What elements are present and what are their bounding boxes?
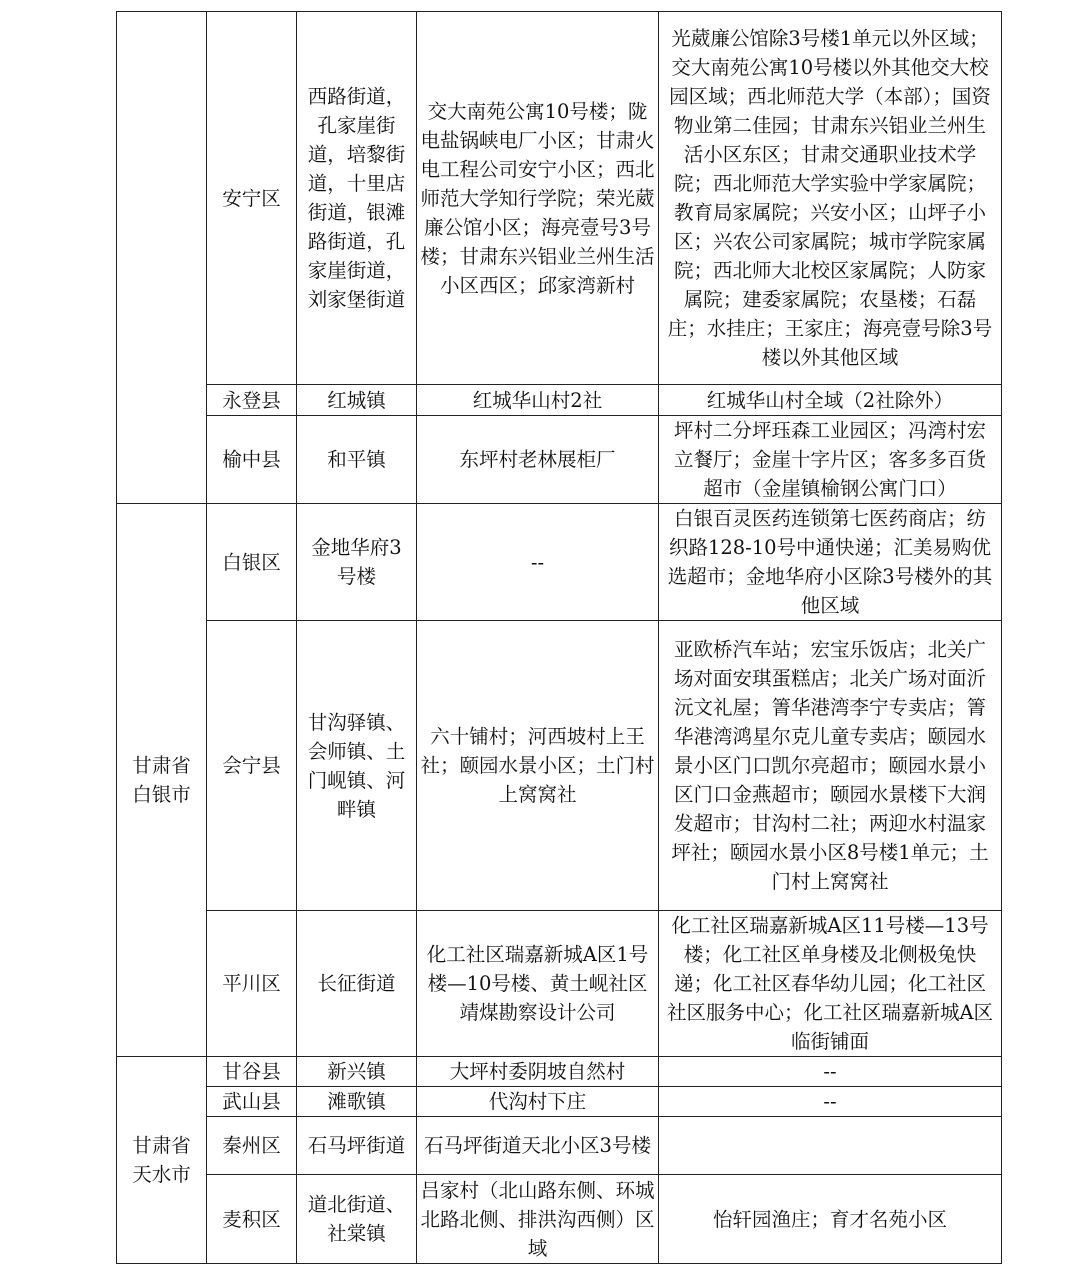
street-cell: 红城镇 [297, 385, 417, 416]
medium-risk-area-cell: -- [659, 1087, 1002, 1117]
medium-risk-area-cell: 怡轩园渔庄；育才名苑小区 [659, 1175, 1002, 1264]
table-row [117, 385, 1002, 416]
county-cell: 甘谷县 [207, 1057, 297, 1087]
medium-risk-area-cell: 白银百灵医药连锁第七医药商店；纺织路128-10号中通快递；汇美易购优选超市；金地华府小区除3号楼外的其他区域 [659, 504, 1002, 621]
county-cell: 武山县 [207, 1087, 297, 1117]
high-risk-area-cell: 化工社区瑞嘉新城A区1号楼—10号楼、黄土岘社区靖煤勘察设计公司 [417, 911, 659, 1057]
medium-risk-area-cell: 化工社区瑞嘉新城A区11号楼—13号楼；化工社区单身楼及北侧极兔快递；化工社区春华幼儿园；化工社区社区服务中心；化工社区瑞嘉新城A区临街铺面 [659, 911, 1002, 1057]
table-row [117, 1175, 1002, 1264]
table-row [117, 1057, 1002, 1087]
county-cell: 平川区 [207, 911, 297, 1057]
high-risk-area-cell: 大坪村委阴坡自然村 [417, 1057, 659, 1087]
county-cell: 会宁县 [207, 621, 297, 911]
table-row [117, 12, 1002, 385]
high-risk-area-cell: 代沟村下庄 [417, 1087, 659, 1117]
street-cell: 新兴镇 [297, 1057, 417, 1087]
street-cell: 道北街道、社棠镇 [297, 1175, 417, 1264]
city-cell: 甘肃省白银市 [117, 504, 207, 1057]
medium-risk-area-cell: 坪村二分坪珏森工业园区；冯湾村宏立餐厅；金崖十字片区；客多多百货超市（金崖镇榆钢公寓门口） [659, 416, 1002, 504]
county-cell: 榆中县 [207, 416, 297, 504]
table-row [117, 1117, 1002, 1175]
risk-area-table [116, 11, 1002, 1264]
county-cell: 永登县 [207, 385, 297, 416]
street-cell: 长征街道 [297, 911, 417, 1057]
table-row [117, 911, 1002, 1057]
street-cell: 西路街道，孔家崖街道，培黎街道，十里店街道，银滩路街道，孔家崖街道，刘家堡街道 [297, 12, 417, 385]
street-cell: 滩歌镇 [297, 1087, 417, 1117]
county-cell: 安宁区 [207, 12, 297, 385]
high-risk-area-cell: 吕家村（北山路东侧、环城北路北侧、排洪沟西侧）区域 [417, 1175, 659, 1264]
table-row [117, 416, 1002, 504]
county-cell: 秦州区 [207, 1117, 297, 1175]
city-cell [117, 12, 207, 504]
county-cell: 麦积区 [207, 1175, 297, 1264]
medium-risk-area-cell: 光葳廉公馆除3号楼1单元以外区域；交大南苑公寓10号楼以外其他交大校园区域；西北师范大学（本部）；国资物业第二佳园；甘肃东兴铝业兰州生活小区东区；甘肃交通职业技术学院；西北师范大学实验中学家属院；教育局家属院；兴安小区；山坪子小区；兴农公司家属院；城市学院家属院；西北师大北校区家属院；人防家属院；建委家属院；农垦楼；石磊庄；水挂庄；王家庄；海亮壹号除3号楼以外其他区域 [659, 12, 1002, 385]
street-cell: 和平镇 [297, 416, 417, 504]
street-cell: 石马坪街道 [297, 1117, 417, 1175]
high-risk-area-cell: 交大南苑公寓10号楼；陇电盐锅峡电厂小区；甘肃火电工程公司安宁小区；西北师范大学知行学院；荣光葳廉公馆小区；海亮壹号3号楼；甘肃东兴铝业兰州生活小区西区；邱家湾新村 [417, 12, 659, 385]
table-row [117, 504, 1002, 621]
high-risk-area-cell: 东坪村老林展柜厂 [417, 416, 659, 504]
county-cell: 白银区 [207, 504, 297, 621]
medium-risk-area-cell: -- [659, 1057, 1002, 1087]
high-risk-area-cell: 红城华山村2社 [417, 385, 659, 416]
medium-risk-area-cell: 红城华山村全域（2社除外） [659, 385, 1002, 416]
city-cell: 甘肃省天水市 [117, 1057, 207, 1264]
medium-risk-area-cell [659, 1117, 1002, 1175]
high-risk-area-cell: 石马坪街道天北小区3号楼 [417, 1117, 659, 1175]
street-cell: 甘沟驿镇、会师镇、土门岘镇、河畔镇 [297, 621, 417, 911]
high-risk-area-cell: 六十铺村；河西坡村上王社；颐园水景小区；土门村上窝窝社 [417, 621, 659, 911]
high-risk-area-cell: -- [417, 504, 659, 621]
table-row [117, 621, 1002, 911]
street-cell: 金地华府3号楼 [297, 504, 417, 621]
table-row [117, 1087, 1002, 1117]
medium-risk-area-cell: 亚欧桥汽车站；宏宝乐饭店；北关广场对面安琪蛋糕店；北关广场对面沂沅文礼屋；箐华港湾李宁专卖店；箐华港湾鸿星尔克儿童专卖店；颐园水景小区门口凯尔亮超市；颐园水景小区门口金燕超市；颐园水景楼下大润发超市；甘沟村二社；两迎水村温家坪社；颐园水景小区8号楼1单元；土门村上窝窝社 [659, 621, 1002, 911]
